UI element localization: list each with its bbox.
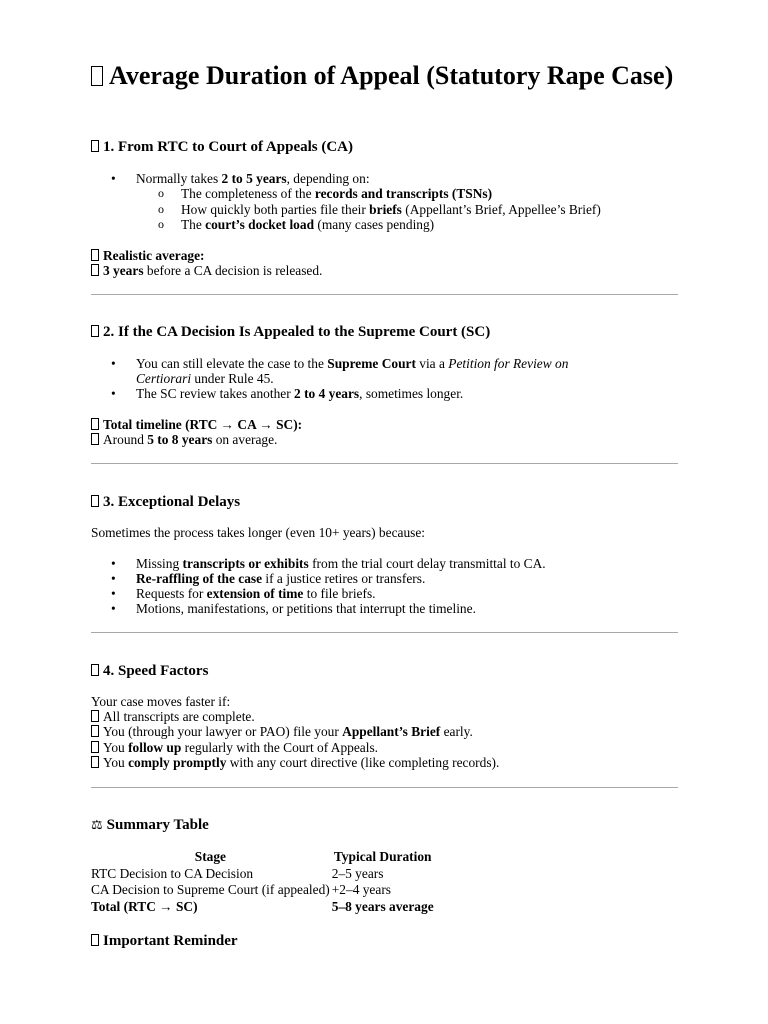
section-2-heading: 2. If the CA Decision Is Appealed to the Supreme Court (SC) [91,323,490,341]
summary-table [91,849,434,915]
column-header-duration: Typical Duration [333,849,432,864]
reminder-heading: Important Reminder [91,932,238,950]
missing-glyph-icon [91,418,99,430]
missing-glyph-icon [91,710,99,722]
divider [91,787,678,788]
table-row [91,899,434,916]
missing-glyph-icon [91,249,99,261]
section-4-intro: Your case moves faster if: [91,694,231,709]
missing-glyph-icon [91,264,99,276]
cell-duration: +2–4 years [331,882,391,897]
total-timeline-label: Total timeline (RTC → CA → SC): [91,417,302,432]
cell-duration: 2–5 years [331,865,384,881]
column-header-stage: Stage [194,849,226,864]
speed-factor-item: You (through your lawyer or PAO) file your Appellant’s Brief early. [91,724,473,739]
divider [91,632,678,633]
missing-glyph-icon [91,934,99,946]
divider [91,463,678,464]
missing-glyph-icon [91,756,99,768]
cell-stage: Total (RTC → SC) [91,898,198,914]
realistic-average-value: 3 years before a CA decision is released. [91,263,322,278]
missing-glyph-icon [91,664,99,676]
speed-factor-item: You comply promptly with any court directive (like completing records). [91,755,499,770]
realistic-average-label: Realistic average: [91,248,205,263]
section-3-heading: 3. Exceptional Delays [91,493,240,511]
section-1-heading: 1. From RTC to Court of Appeals (CA) [91,138,353,156]
total-timeline-value: Around 5 to 8 years on average. [91,432,277,447]
scales-icon: ⚖ [91,818,103,833]
section-3-intro: Sometimes the process takes longer (even 10+ years) because: [91,525,426,540]
cell-stage: RTC Decision to CA Decision [91,865,254,881]
missing-glyph-icon [91,140,99,152]
table-header-row [91,849,434,866]
missing-glyph-icon [91,325,99,337]
missing-glyph-icon [91,741,99,753]
table-row [91,882,434,899]
summary-heading: ⚖ Summary Table [91,817,209,833]
speed-factor-item: You follow up regularly with the Court of Appeals. [91,740,378,755]
page-title: Average Duration of Appeal (Statutory Rape Case) [91,60,678,91]
missing-glyph-icon [91,495,99,507]
missing-glyph-icon [91,433,99,445]
cell-stage: CA Decision to Supreme Court (if appealed) [91,882,330,897]
missing-glyph-icon [91,66,103,86]
section-4-heading: 4. Speed Factors [91,662,208,680]
speed-factor-item: All transcripts are complete. [91,709,255,724]
cell-duration: 5–8 years average [331,898,434,914]
missing-glyph-icon [91,725,99,737]
table-row [91,866,434,883]
divider [91,294,678,295]
